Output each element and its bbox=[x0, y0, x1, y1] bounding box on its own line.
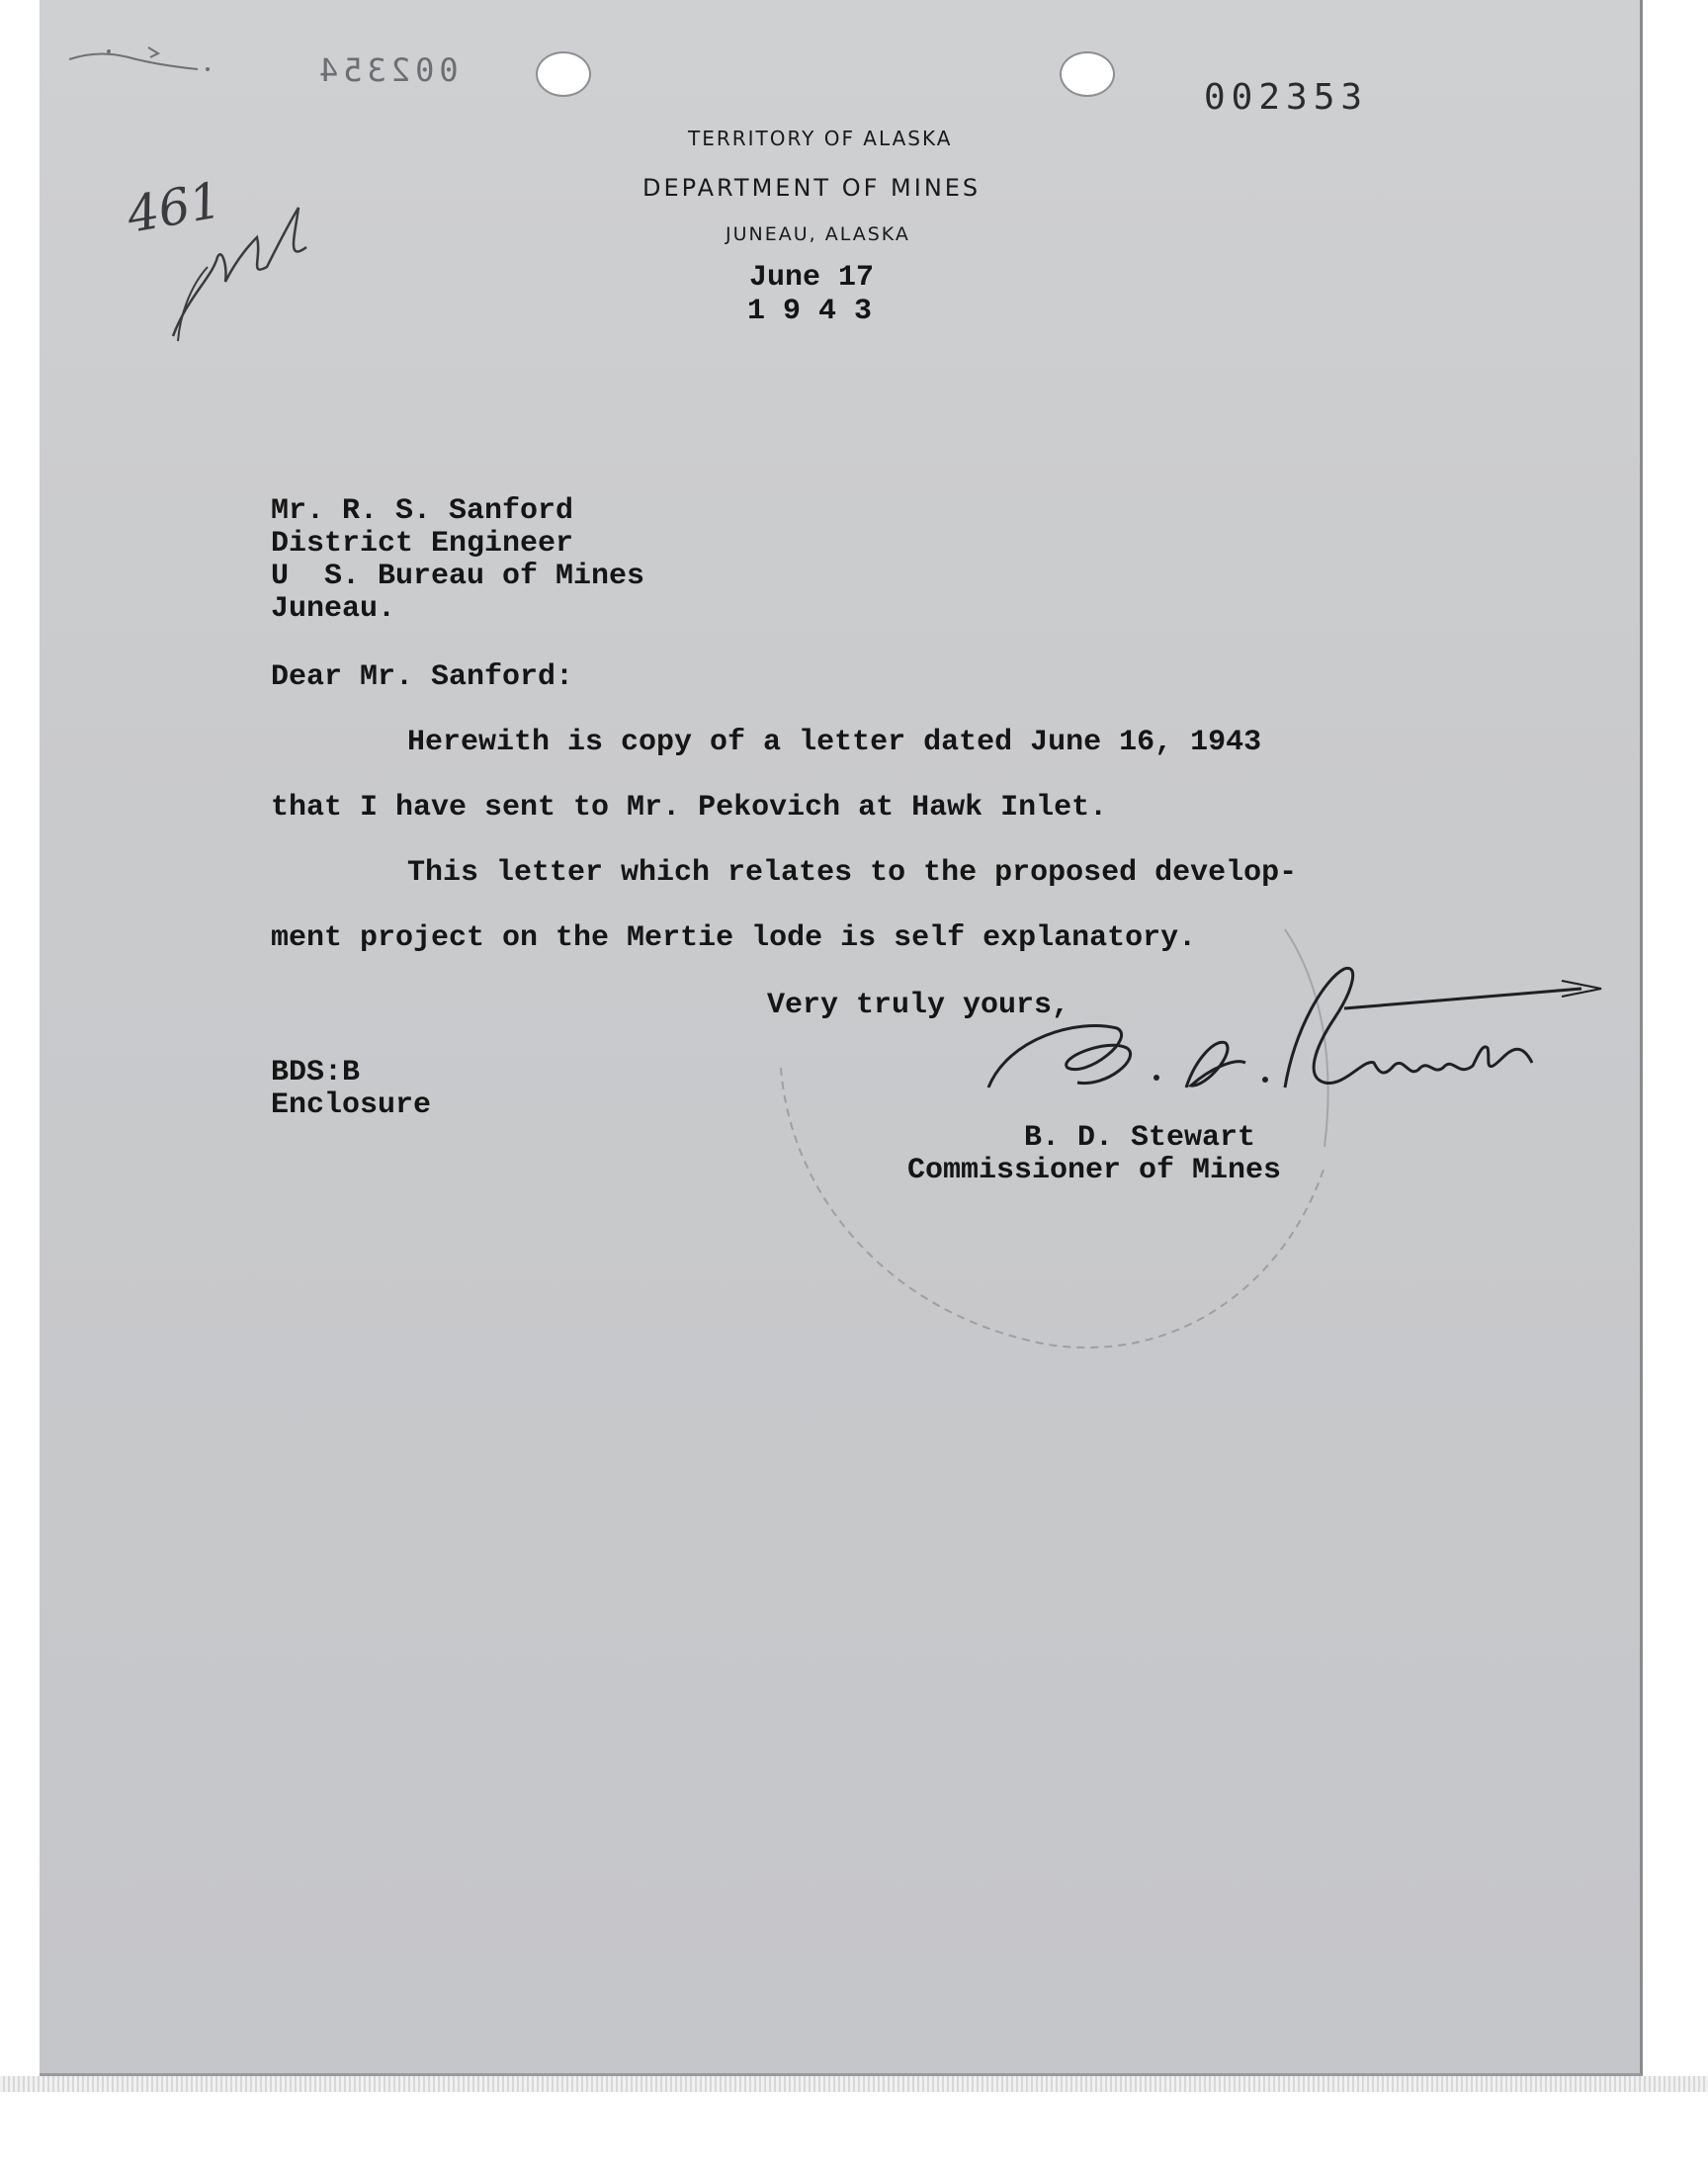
body-paragraph-1-line-1: Herewith is copy of a letter dated June 16, 1943 bbox=[407, 726, 1262, 759]
reference-initials: BDS:B bbox=[271, 1056, 361, 1089]
body-paragraph-2-line-1: This letter which relates to the proposed develop- bbox=[407, 856, 1298, 890]
punch-hole-left bbox=[536, 51, 591, 97]
letter-date-month-day: June 17 bbox=[749, 261, 875, 295]
scan-edge-strip bbox=[0, 2076, 1708, 2092]
punch-hole-right bbox=[1060, 51, 1115, 97]
enclosure-note: Enclosure bbox=[271, 1088, 432, 1122]
body-paragraph-2-line-2: ment project on the Mertie lode is self explanatory. bbox=[271, 921, 1197, 955]
letterhead-city: JUNEAU, ALASKA bbox=[726, 223, 910, 245]
closing: Very truly yours, bbox=[767, 989, 1070, 1022]
recipient-city: Juneau. bbox=[271, 592, 396, 626]
faded-stamp-number: 002354 bbox=[314, 51, 459, 89]
letter-page bbox=[40, 0, 1643, 2076]
margin-note-text: 461 bbox=[123, 171, 226, 244]
body-paragraph-1-line-2: that I have sent to Mr. Pekovich at Hawk Inlet. bbox=[271, 791, 1108, 825]
handwritten-margin-note bbox=[119, 168, 336, 386]
recipient-name: Mr. R. S. Sanford bbox=[271, 494, 574, 528]
signer-title: Commissioner of Mines bbox=[907, 1154, 1282, 1187]
signer-name: B. D. Stewart bbox=[1024, 1121, 1256, 1155]
handwritten-signature bbox=[969, 949, 1621, 1107]
salutation: Dear Mr. Sanford: bbox=[271, 660, 574, 694]
recipient-title: District Engineer bbox=[271, 527, 574, 561]
letterhead-department: DEPARTMENT OF MINES bbox=[642, 174, 982, 202]
recipient-organization: U S. Bureau of Mines bbox=[271, 560, 645, 593]
letterhead-territory: TERRITORY OF ALASKA bbox=[688, 127, 953, 150]
letter-date-year: 1 9 4 3 bbox=[747, 295, 873, 328]
top-left-scribble bbox=[59, 30, 257, 89]
document-number-stamp: 002353 bbox=[1204, 77, 1369, 118]
